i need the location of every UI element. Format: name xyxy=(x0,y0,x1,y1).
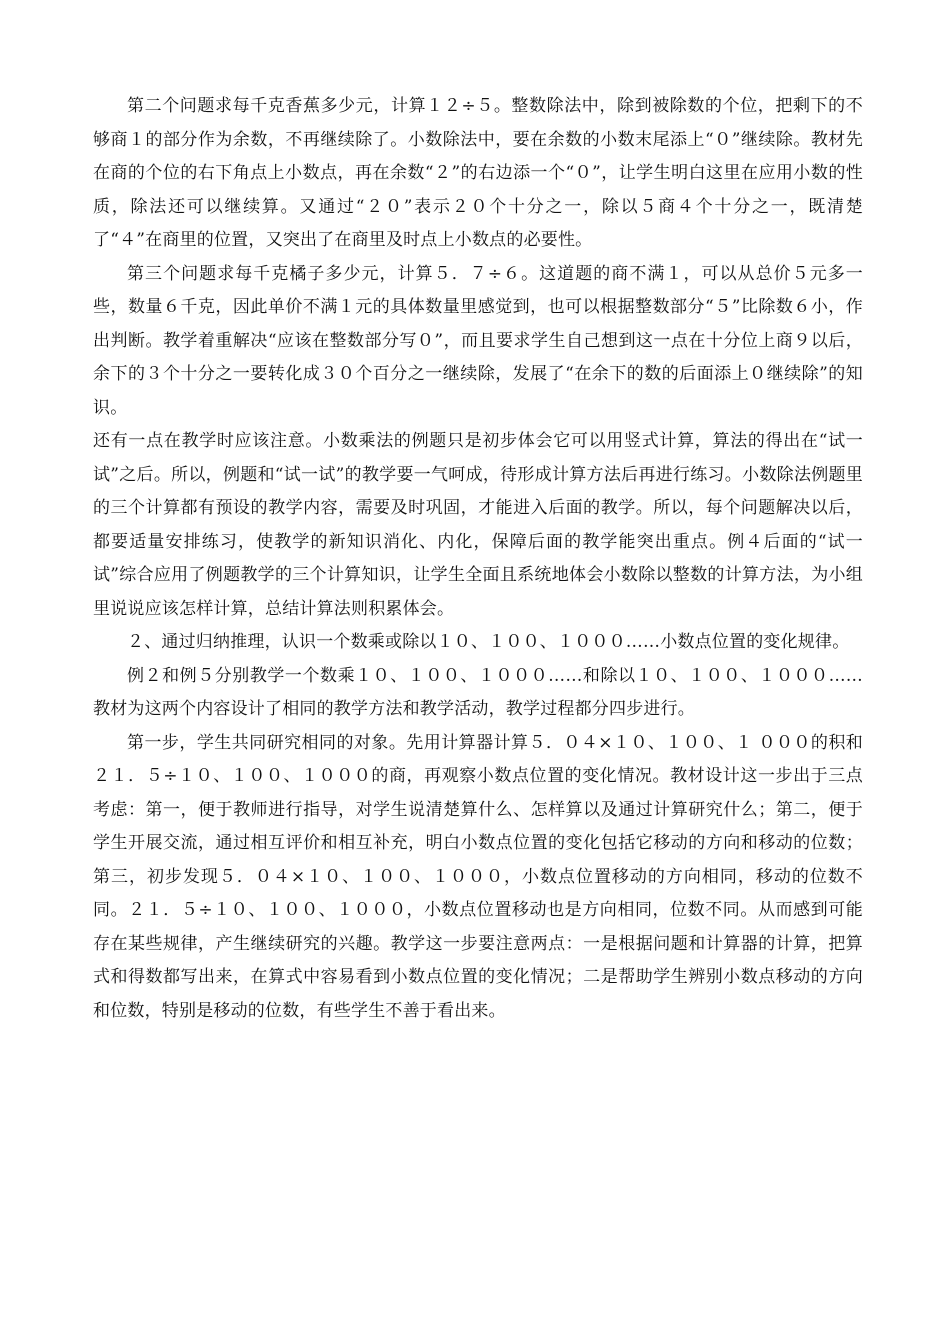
paragraph-examples-2-and-5: 例２和例５分别教学一个数乘１０、１００、１０００……和除以１０、１００、１０００……教材为这两个内容设计了相同的教学方法和教学活动，教学过程都分四步进行。 xyxy=(93,665,863,719)
paragraph-division-oranges: 第三个问题求每千克橘子多少元，计算５．７÷６。这道题的商不满１，可以从总价５元多一些，数量６千克，因此单价不满１元的具体数量里感觉到，也可以根据整数部分“５”比除数６小，作出判断。教学着重解决“应该在整数部分写０”，而且要求学生自己想到这一点在十分位上商９以后，余下的３个十分之一要转化成３０个百分之一继续除，发展了“在余下的数的后面添上０继续除”的知识。 xyxy=(93,263,863,418)
paragraph-division-bananas: 第二个问题求每千克香蕉多少元，计算１２÷５。整数除法中，除到被除数的个位，把剩下的不够商１的部分作为余数，不再继续除了。小数除法中，要在余数的小数末尾添上“０”继续除。教材先在商的个位的右下角点上小数点，再在余数“２”的右边添一个“０”，让学生明白这里在应用小数的性质，除法还可以继续算。又通过“２０”表示２０个十分之一，除以５商４个十分之一，既清楚了“４”在商里的位置，又突出了在商里及时点上小数点的必要性。 xyxy=(93,96,863,250)
paragraph-teaching-note: 还有一点在教学时应该注意。小数乘法的例题只是初步体会它可以用竖式计算，算法的得出在“试一试”之后。所以，例题和“试一试”的教学要一气呵成，待形成计算方法后再进行练习。小数除法例题里的三个计算都有预设的教学内容，需要及时巩固，才能进入后面的教学。所以，每个问题解决以后，都要适量安排练习，使教学的新知识消化、内化，保障后面的教学能突出重点。例４后面的“试一试”综合应用了例题教学的三个计算知识，让学生全面且系统地体会小数除以整数的计算方法，为小组里说说应该怎样计算，总结计算法则积累体会。 xyxy=(93,431,863,619)
paragraph-section-2-heading: ２、通过归纳推理，认识一个数乘或除以１０、１００、１０００……小数点位置的变化规律。 xyxy=(127,632,850,652)
paragraph-step-one: 第一步，学生共同研究相同的对象。先用计算器计算５．０４×１０、１００、１ ０００的积和２１．５÷１０、１００、１０００的商，再观察小数点位置的变化情况。教材设计这一步出于三点考虑：第一，便于教师进行指导，对学生说清楚算什么、怎样算以及通过计算研究什么；第二，便于学生开展交流，通过相互评价和相互补充，明白小数点位置的变化包括它移动的方向和移动的位数；第三，初步发现５．０４×１０、１００、１０００，小数点位置移动的方向相同，移动的位数不同。２１．５÷１０、１００、１０００，小数点位置移动也是方向相同，位数不同。从而感到可能存在某些规律，产生继续研究的兴趣。教学这一步要注意两点：一是根据问题和计算器的计算，把算式和得数都写出来，在算式中容易看到小数点位置的变化情况；二是帮助学生辨别小数点移动的方向和位数，特别是移动的位数，有些学生不善于看出来。 xyxy=(93,732,863,1021)
document-page xyxy=(93,90,863,1028)
